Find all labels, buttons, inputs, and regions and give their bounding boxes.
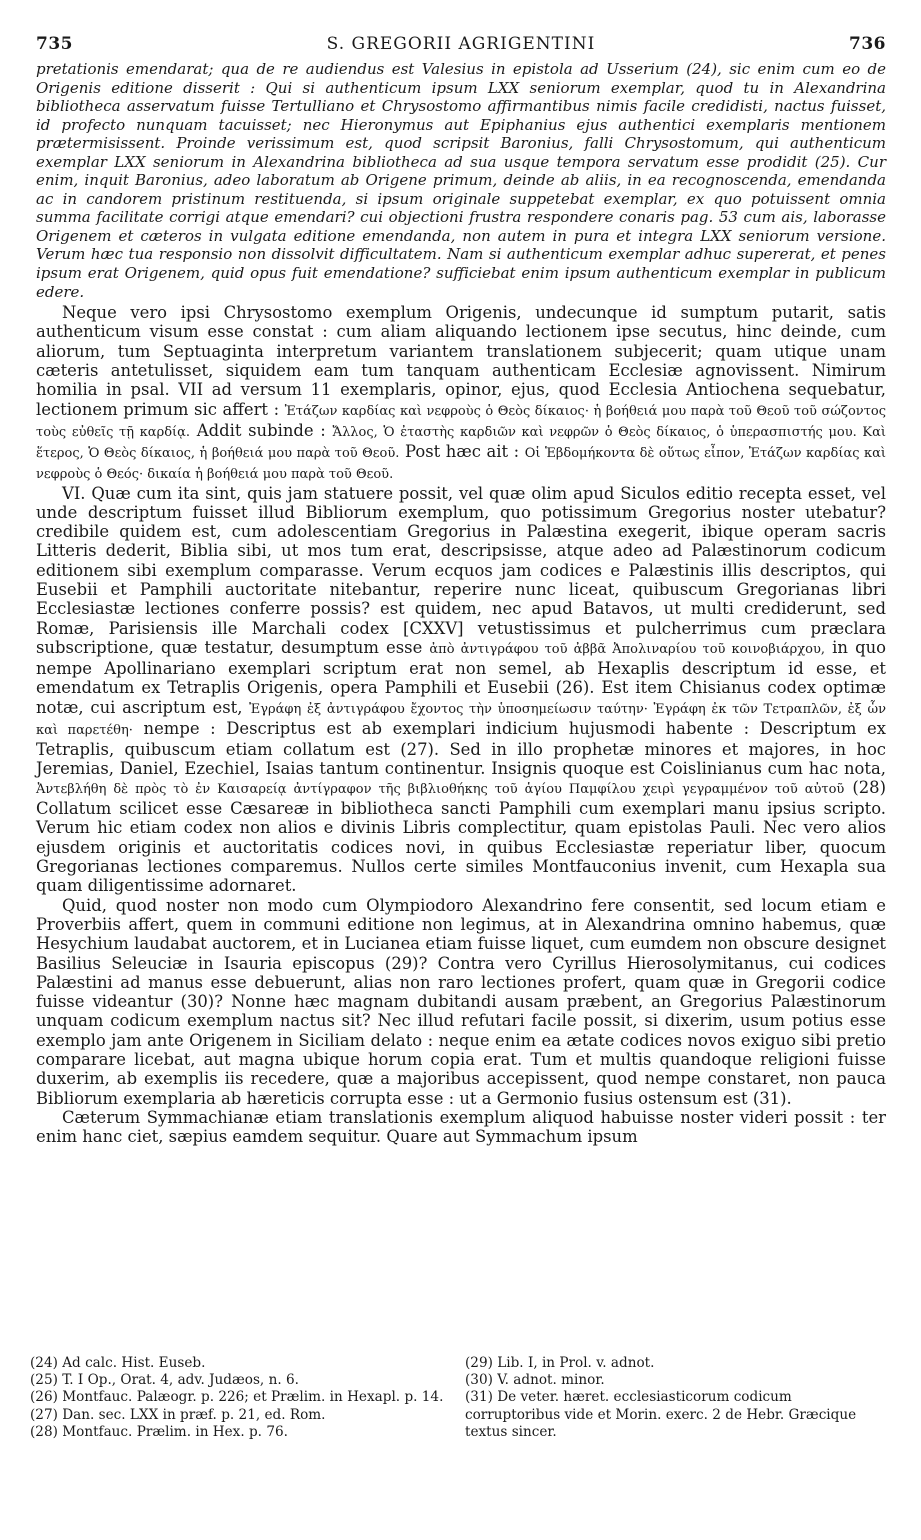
footnote-31: (31) De veter. hæret. ecclesiasticorum codicum corruptoribus vide et Morin. exerc. 2 de Hebr. Græcique textus sincer.	[465, 1389, 857, 1440]
footnote-26: (26) Montfauc. Palæogr. p. 226; et Prælim. in Hexapl. p. 14.	[30, 1389, 444, 1406]
paragraph-text: Addit subinde :	[190, 420, 333, 440]
running-title: S. GREGORII AGRIGENTINI	[326, 34, 596, 54]
greek-quotation: Ἐγράφη ἐξ ἀντιγράφου ἔχοντος τὴν ὑποσημείωσιν ταύτην· Ἐγράφη ἐκ τῶν Τετραπλῶν, ἐξ ὧν καὶ παρετέθη·	[36, 701, 886, 738]
quote-text: pretationis emendarat; qua de re audiendus est Valesius in epistola ad Usserium (24), sic enim cum eo de Origenis editione disserit : Qui si authenticum ipsum LXX seniorum exemplar, quod tu in Alexandrina bibliotheca asservatum fuisse Tertulliano et Chrysostomo affirmantibus nimis facile credidisti, nactus fuisset, id profecto nunquam tacuisset; nec Hieronymus aut Epiphanius ejus authentici exemplaris mentionem prætermisissent. Proinde verissimum est, quod scripsit Baronius, falli Chrysostomum, qui authenticum exemplar LXX seniorum in Alexandrina bibliotheca ad sua usque tempora servatum esse prodidit (25). Cur enim, inquit Baronius, adeo laboratum ab Origene primum, deinde ab aliis, in ea recognoscenda, emendanda ac in candorem pristinum restituenda, si ipsum originale suppetebat exemplar, ex quo potuissent omnia summa facilitate corrigi atque emendari? cui objectioni frustra respondere conaris pag. 53 cum ais, laborasse Origenem et cæteros in vulgata editione emendanda, non autem in pura et integra LXX seniorum versione. Verum hæc tua responsio non dissolvit difficultatem. Nam si authenticum exemplar adhuc supererat, et penes ipsum erat Origenem, quid opus fuit emendatione? sufficiebat enim ipsum authenticum exemplar in publicum edere.	[36, 60, 886, 301]
body-text	[36, 60, 886, 1147]
greek-quotation: Οἱ Ἑβδομήκοντα δὲ οὕτως εἶπον, Ἐτάζων καρδίας καὶ νεφροὺς ὁ Θεός· δικαία ἡ βοήθειά μου παρὰ τοῦ Θεοῦ.	[36, 445, 886, 482]
page	[36, 34, 886, 1147]
paragraph-text: Post hæc ait :	[399, 441, 525, 461]
footnotes-right-column	[465, 1355, 890, 1441]
greek-quotation: Ἄλλος, Ὁ ἐταστὴς καρδιῶν καὶ νεφρῶν ὁ Θεὸς δίκαιος, ὁ ὑπερασπιστής μου. Καὶ ἕτερος, Ὁ Θεὸς δίκαιος, ἡ βοήθειά μου παρὰ τοῦ Θεοῦ.	[36, 424, 886, 461]
footnotes-left-column	[30, 1355, 455, 1441]
paragraph-chrysostom	[36, 303, 886, 483]
paragraph-olympiodorus: Quid, quod noster non modo cum Olympiodoro Alexandrino fere consentit, sed locum etiam e Proverbiis affert, quem in communi editione non legimus, at in Alexandrina omnino habemus, quæ Hesychium laudabat auctorem, et in Lucianea etiam fuisse liquet, cum eumdem non obscure designet Basilius Seleuciæ in Isauria episcopus (29)? Contra vero Cyrillus Hierosolymitanus, cui codices Palæstini ad manus esse debuerunt, alias non raro lectiones profert, quam quæ in Gregorii codice fuisse videantur (30)? Nonne hæc magnam dubitandi ausam præbent, an Gregorius Palæstinorum unquam codicum exemplum nactus sit? Nec illud refutari facile possit, si dixerim, usum potius esse exemplo jam ante Origenem in Siciliam delato : neque enim ea ætate codices novos exiguo sibi pretio comparare licebat, aut magna ubique horum copia erat. Tum et multis quandoque religioni fuisse duxerim, ab exemplis iis recedere, quæ a majoribus accepissent, quod nempe constaret, non pauca Bibliorum exemplaria ab hæreticis corrupta esse : ut a Germonio fusius ostensum est (31).	[36, 895, 886, 1108]
page-number-right: 736	[848, 34, 886, 54]
footnote-28: (28) Montfauc. Prælim. in Hex. p. 76.	[30, 1423, 288, 1440]
paragraph-section-vi	[36, 484, 886, 896]
quoted-passage	[36, 60, 886, 301]
paragraph-text: nempe : Descriptus est ab exemplari indicium hujusmodi habente : Descriptum ex Tetraplis, quibuscum etiam collatum est (27). Sed in illo prophetæ minores et majores, in hoc Jeremias, Daniel, Ezechiel, Isaias tantum continentur. Insignis quoque est Coislinianus cum hac nota,	[36, 718, 886, 778]
greek-quotation: ἀπὸ ἀντιγράφου τοῦ ἀββᾶ Ἀπολιναρίου τοῦ κοινοβιάρχου,	[429, 641, 826, 657]
running-header	[36, 34, 886, 60]
page-number-left: 735	[36, 34, 73, 54]
greek-quotation: Ἐτάζων καρδίας καὶ νεφροὺς ὁ Θεὸς δίκαιος· ἡ βοήθειά μου παρὰ τοῦ Θεοῦ τοῦ σώζοντος τοὺς εὐθεῖς τῇ καρδίᾳ.	[36, 403, 886, 440]
footnotes	[30, 1355, 890, 1441]
paragraph-text: (28) Collatum scilicet esse Cæsareæ in bibliotheca sancti Pamphili cum exemplari manu ipsius scripto. Verum hic etiam codex non alios e divinis Libris complectitur, quam epistolas Pauli. Nec vero alios ejusdem originis et auctoritatis codices novi, in quibus Ecclesiastæ reperiatur liber, quocum Gregorianas lectiones comparemus. Nullos certe similes Montfauconius invenit, cum Hexapla sua quam diligentissime adornaret.	[36, 778, 886, 896]
footnote-30: (30) V. adnot. minor.	[465, 1372, 605, 1389]
footnote-24: (24) Ad calc. Hist. Euseb.	[30, 1355, 206, 1371]
paragraph-symmachus: Cæterum Symmachianæ etiam translationis exemplum aliquod habuisse noster videri possit : ter enim hanc ciet, sæpius eamdem sequitur. Quare aut Symmachum ipsum	[36, 1107, 886, 1147]
footnote-25: (25) T. I Op., Orat. 4, adv. Judæos, n. 6.	[30, 1372, 299, 1389]
paragraph-text: Neque vero ipsi Chrysostomo exemplum Origenis, undecunque id sumptum putarit, satis authenticum visum esse constat : cum aliam aliquando lectionem ipse secutus, hinc deinde, cum aliorum, tum Septuaginta interpretum variantem translationem subjecerit; quam utique unam cæteris antetulisset, siquidem eam tum tanquam authenticam Ecclesiæ agnovissent. Nimirum homilia in psal. VII ad versum 11 exemplaris, opinor, ejus, quod Ecclesia Antiochena sequebatur, lectionem primum sic affert :	[36, 303, 886, 419]
paragraph-text: in quo nempe Apollinariano exemplari scriptum erat non semel, ab Hexaplis descriptum id esse, et emendatum ex Tetraplis Origenis, opera Pamphili et Eusebii (26). Est item Chisianus codex optimæ notæ, cui ascriptum est,	[36, 637, 886, 717]
footnote-27: (27) Dan. sec. LXX in præf. p. 21, ed. Rom.	[30, 1406, 326, 1423]
paragraph-text: VI. Quæ cum ita sint, quis jam statuere possit, vel quæ olim apud Siculos editio recepta esset, vel unde descriptum fuisset illud Bibliorum exemplum, quo potissimum Gregorius noster utebatur? credibile quidem est, cum adolescentiam Gregorius in Palæstina exegerit, ibique operam sacris Litteris dederit, Biblia sibi, ut mos tum erat, descripsisse, atque adeo ad Palæstinorum codicum editionem sibi exemplum comparasse. Verum ecquos jam codices e Palæstinis illis descriptos, qui Eusebii et Pamphili auctoritate nitebantur, reperire nunc liceat, quibuscum Gregorianas libri Ecclesiastæ lectiones conferre possis? est quidem, nec apud Batavos, ut multi crediderunt, sed Romæ, Parisiensis ille Marchali codex [CXXV] vetustissimus et pulcherrimus cum præclara subscriptione, quæ testatur, desumptum esse	[36, 483, 886, 657]
greek-quotation: Ἀντεβλήθη δὲ πρὸς τὸ ἐν Καισαρείᾳ ἀντίγραφον τῆς βιβλιοθήκης τοῦ ἁγίου Παμφίλου χειρὶ γεγραμμένον τοῦ αὐτοῦ	[36, 782, 845, 798]
footnote-29: (29) Lib. I, in Prol. v. adnot.	[465, 1355, 655, 1371]
